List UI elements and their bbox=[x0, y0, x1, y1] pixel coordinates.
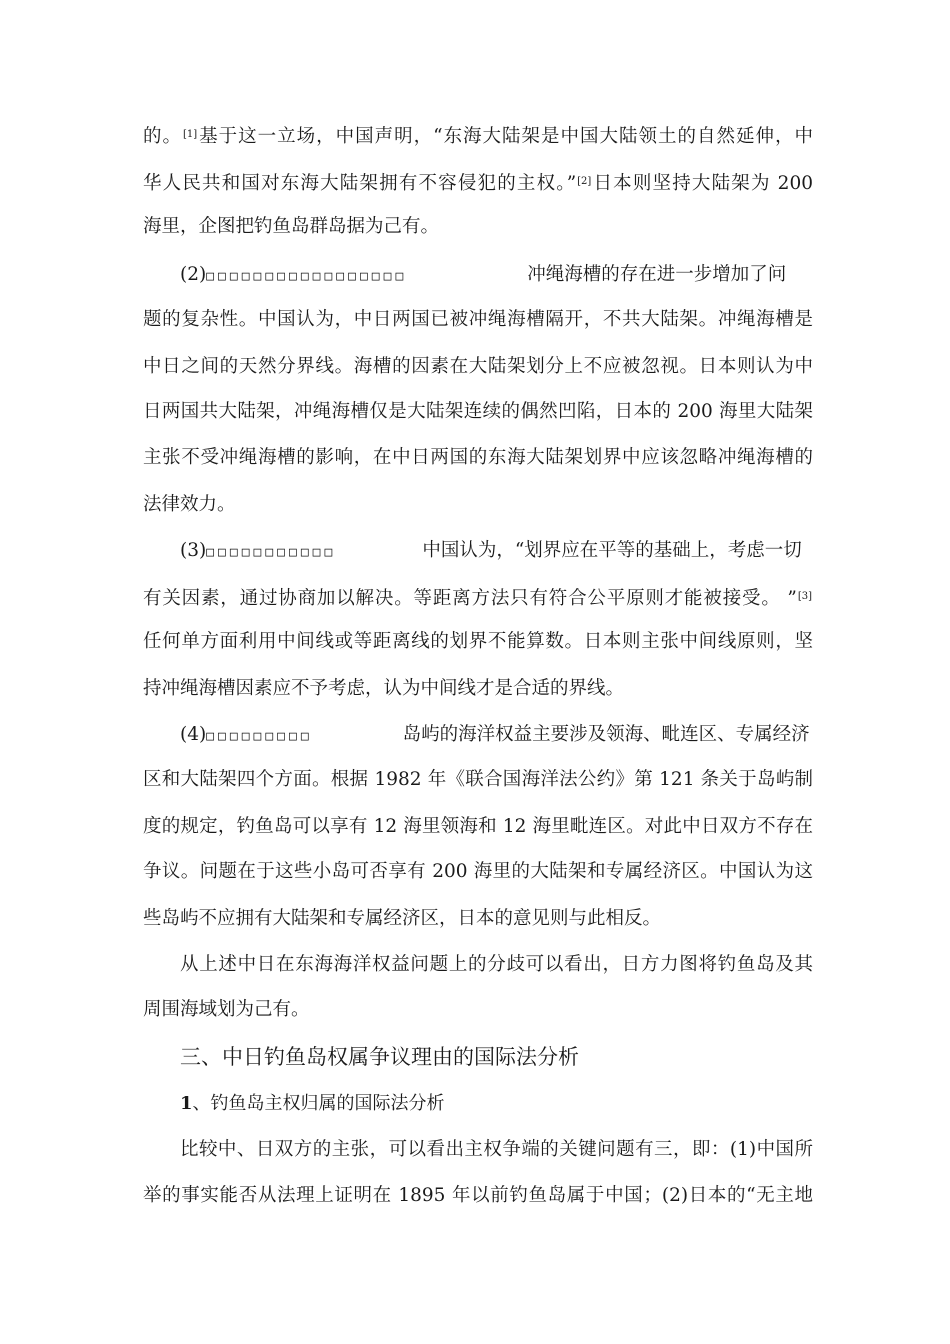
missing-glyph-run: □□□□□□□□□□□ bbox=[206, 545, 337, 560]
body-line: 的。[1]基于这一立场，中国声明，“东海大陆架是中国大陆领土的自然延伸，中 bbox=[143, 126, 813, 147]
body-line: 度的规定，钓鱼岛可以享有 12 海里领海和 12 海里毗连区。对此中日双方不存在 bbox=[143, 816, 813, 837]
body-line: 华人民共和国对东海大陆架拥有不容侵犯的主权。”[2]日本则坚持大陆架为 200 bbox=[143, 173, 813, 194]
body-line: 有关因素，通过协商加以解决。等距离方法只有符合公平原则才能被接受。 ”[3] bbox=[143, 588, 812, 609]
body-line: (3)□□□□□□□□□□□ 中国认为，“划界应在平等的基础上，考虑一切 bbox=[180, 540, 802, 561]
body-line: 举的事实能否从法理上证明在 1895 年以前钓鱼岛属于中国；(2)日本的“无主地 bbox=[143, 1185, 813, 1206]
body-line: 法律效力。 bbox=[143, 494, 236, 515]
body-line: 海里，企图把钓鱼岛群岛据为己有。 bbox=[143, 216, 440, 237]
subsection-heading: 1、钓鱼岛主权归属的国际法分析 bbox=[180, 1093, 445, 1114]
missing-glyph-run: □□□□□□□□□ bbox=[206, 729, 313, 744]
footnote-ref[interactable]: [3] bbox=[797, 591, 812, 602]
body-line: 中日之间的天然分界线。海槽的因素在大陆架划分上不应被忽视。日本则认为中 bbox=[143, 356, 813, 377]
body-line: 任何单方面利用中间线或等距离线的划界不能算数。日本则主张中间线原则，坚 bbox=[143, 631, 813, 652]
missing-glyph-run: □□□□□□□□□□□□□□□□□ bbox=[206, 269, 408, 284]
body-line: 题的复杂性。中国认为，中日两国已被冲绳海槽隔开，不共大陆架。冲绳海槽是 bbox=[143, 309, 813, 330]
body-line: 争议。问题在于这些小岛可否享有 200 海里的大陆架和专属经济区。中国认为这 bbox=[143, 861, 813, 882]
body-line: (2)□□□□□□□□□□□□□□□□□ 冲绳海槽的存在进一步增加了问 bbox=[180, 264, 787, 285]
footnote-ref[interactable]: [1] bbox=[183, 129, 198, 140]
body-line: 日两国共大陆架，冲绳海槽仅是大陆架连续的偶然凹陷，日本的 200 海里大陆架 bbox=[143, 401, 813, 422]
body-line: 区和大陆架四个方面。根据 1982 年《联合国海洋法公约》第 121 条关于岛屿制 bbox=[143, 769, 813, 790]
body-line: (4)□□□□□□□□□ 岛屿的海洋权益主要涉及领海、毗连区、专属经济 bbox=[180, 724, 810, 745]
footnote-ref[interactable]: [2] bbox=[577, 176, 592, 187]
section-heading: 三、中日钓鱼岛权属争议理由的国际法分析 bbox=[180, 1045, 579, 1069]
body-line: 持冲绳海槽因素应不予考虑，认为中间线才是合适的界线。 bbox=[143, 678, 625, 699]
body-line: 些岛屿不应拥有大陆架和专属经济区，日本的意见则与此相反。 bbox=[143, 908, 662, 929]
body-line: 周围海域划为己有。 bbox=[143, 999, 310, 1020]
body-line: 从上述中日在东海海洋权益问题上的分歧可以看出，日方力图将钓鱼岛及其 bbox=[180, 954, 813, 975]
body-line: 主张不受冲绳海槽的影响，在中日两国的东海大陆架划界中应该忽略冲绳海槽的 bbox=[143, 447, 813, 468]
body-line: 比较中、日双方的主张，可以看出主权争端的关键问题有三，即：(1)中国所 bbox=[180, 1139, 813, 1160]
